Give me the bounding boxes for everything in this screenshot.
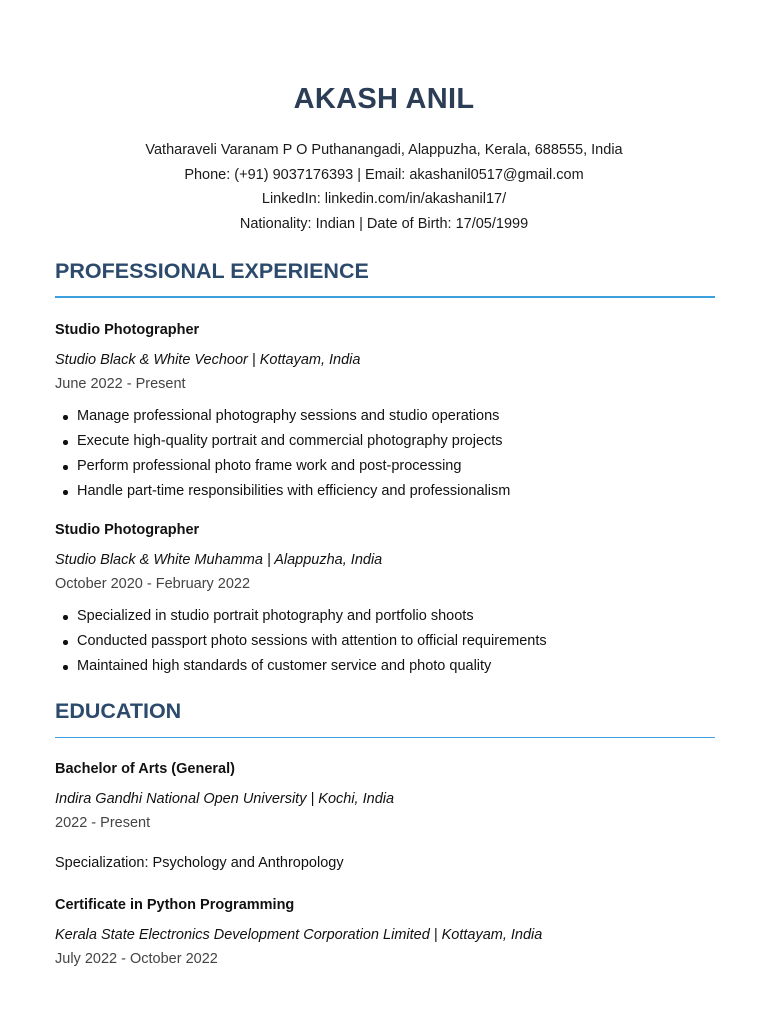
education-dates: 2022 - Present <box>55 815 151 831</box>
job-bullets <box>55 404 715 504</box>
institution: Indira Gandhi National Open University | Kochi, India <box>55 791 395 807</box>
degree-title: Certificate in Python Programming <box>55 897 295 913</box>
bullet-item: Perform professional photo frame work and post-processing <box>77 454 715 479</box>
bullet-item: Handle part-time responsibilities with efficiency and professionalism <box>77 479 715 504</box>
job-title: Studio Photographer <box>55 522 200 538</box>
experience-section-title: PROFESSIONAL EXPERIENCE <box>55 256 715 298</box>
education-entry <box>55 896 715 968</box>
experience-entry <box>55 321 715 504</box>
job-dates: June 2022 - Present <box>55 376 186 392</box>
job-dates: October 2020 - February 2022 <box>55 576 251 592</box>
bullet-item: Conducted passport photo sessions with attention to official requirements <box>77 629 715 654</box>
education-entry <box>55 760 715 872</box>
address-line: Vatharaveli Varanam P O Puthanangadi, Alappuzha, Kerala, 688555, India <box>145 142 623 158</box>
job-organization: Studio Black & White Vechoor | Kottayam, India <box>55 352 361 368</box>
education-dates: July 2022 - October 2022 <box>55 951 218 967</box>
contact-block <box>0 138 768 236</box>
experience-section <box>55 256 715 679</box>
job-organization: Studio Black & White Muhamma | Alappuzha, India <box>55 552 383 568</box>
job-title: Studio Photographer <box>55 322 200 338</box>
job-bullets <box>55 604 715 679</box>
phone-email-line: Phone: (+91) 9037176393 | Email: akashanil0517@gmail.com <box>184 166 584 183</box>
resume-header <box>0 79 768 236</box>
specialization: Specialization: Psychology and Anthropology <box>55 855 344 871</box>
experience-entry <box>55 521 715 679</box>
bullet-item: Specialized in studio portrait photography and portfolio shoots <box>77 604 715 629</box>
institution: Kerala State Electronics Development Corporation Limited | Kottayam, India <box>55 927 543 943</box>
nationality-dob-line: Nationality: Indian | Date of Birth: 17/05/1999 <box>239 215 529 232</box>
bullet-item: Maintained high standards of customer service and photo quality <box>77 654 715 679</box>
candidate-name: AKASH ANIL <box>293 83 475 115</box>
linkedin-line: LinkedIn: linkedin.com/in/akashanil17/ <box>261 191 507 207</box>
degree-title: Bachelor of Arts (General) <box>55 761 235 777</box>
education-section-title: EDUCATION <box>55 696 715 738</box>
education-section <box>55 696 715 968</box>
bullet-item: Manage professional photography sessions and studio operations <box>77 404 715 429</box>
bullet-item: Execute high-quality portrait and commercial photography projects <box>77 429 715 454</box>
